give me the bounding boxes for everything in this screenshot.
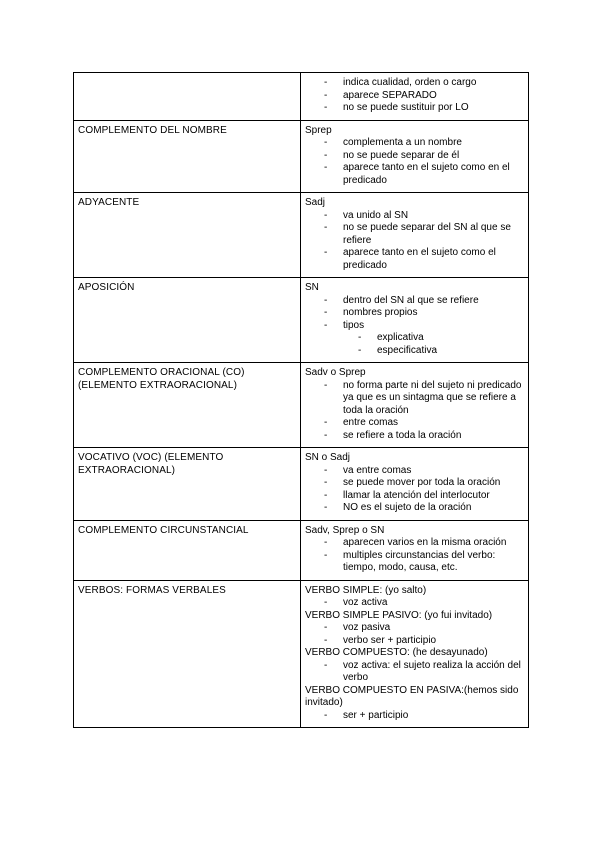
bullet-item: - aparece SEPARADO: [305, 90, 524, 103]
term-cell: [74, 193, 301, 278]
bullet-item: - no se puede separar de él: [305, 150, 524, 163]
bullet-item: - aparece tanto en el sujeto como el predicado: [305, 247, 524, 272]
sub-bullet-item: - especificativa: [305, 345, 524, 358]
table-row: [74, 278, 529, 363]
description-heading: Sadj: [305, 197, 326, 208]
description-heading: VERBO COMPUESTO EN PASIVA:(hemos sido invitado): [305, 684, 519, 708]
term-label: COMPLEMENTO CIRCUNSTANCIAL: [78, 524, 249, 536]
term-label: APOSICIÓN: [78, 282, 135, 293]
sub-bullet-item: - explicativa: [305, 332, 524, 345]
table-row: [74, 363, 529, 448]
description-cell: [301, 193, 529, 278]
description-cell: [301, 363, 529, 448]
bullet-item: - complementa a un nombre: [305, 137, 524, 150]
bullet-item: - dentro del SN al que se refiere: [305, 295, 524, 308]
term-cell: [74, 120, 301, 193]
term-label: VOCATIVO (VOC) (ELEMENTO EXTRAORACIONAL): [78, 452, 224, 476]
description-heading: SN o Sadj: [305, 452, 351, 463]
bullet-item: - voz activa: [305, 597, 524, 610]
term-cell: [74, 520, 301, 580]
table-row: [74, 73, 529, 121]
description-heading: Sadv o Sprep: [305, 367, 366, 378]
term-label: COMPLEMENTO ORACIONAL (CO) (ELEMENTO EXTRAORACIONAL): [78, 367, 245, 391]
description-heading: SN: [305, 282, 319, 293]
bullet-item: - tipos: [305, 320, 524, 333]
description-cell: [301, 278, 529, 363]
description-heading: Sadv, Sprep o SN: [305, 524, 385, 536]
table-row: [74, 120, 529, 193]
bullet-item: - multiples circunstancias del verbo: tiempo, modo, causa, etc.: [305, 550, 524, 575]
table-row: [74, 448, 529, 521]
description-cell: [301, 580, 529, 728]
bullet-item: - aparecen varios en la misma oración: [305, 537, 524, 550]
term-cell: [74, 363, 301, 448]
term-cell: [74, 448, 301, 521]
description-cell: [301, 73, 529, 121]
bullet-item: - se puede mover por toda la oración: [305, 477, 524, 490]
bullet-item: - aparece tanto en el sujeto como en el predicado: [305, 162, 524, 187]
term-cell: [74, 580, 301, 728]
bullet-item: - no forma parte ni del sujeto ni predicado ya que es un sintagma que se refiere a toda la oración: [305, 380, 524, 418]
description-heading: Sprep: [305, 124, 332, 136]
description-heading: VERBO SIMPLE: (yo salto): [305, 584, 427, 596]
term-label: COMPLEMENTO DEL NOMBRE: [78, 124, 227, 136]
term-label: VERBOS: FORMAS VERBALES: [78, 584, 226, 596]
grammar-table: [73, 72, 529, 728]
table-body: [74, 73, 529, 728]
bullet-item: - nombres propios: [305, 307, 524, 320]
bullet-item: - entre comas: [305, 417, 524, 430]
table-row: [74, 520, 529, 580]
bullet-item: - va entre comas: [305, 465, 524, 478]
bullet-item: - ser + participio: [305, 710, 524, 723]
bullet-item: - se refiere a toda la oración: [305, 430, 524, 443]
term-cell: [74, 278, 301, 363]
bullet-item: - verbo ser + participio: [305, 635, 524, 648]
bullet-item: - voz pasiva: [305, 622, 524, 635]
term-label: ADYACENTE: [78, 197, 140, 208]
description-cell: [301, 120, 529, 193]
description-heading: VERBO COMPUESTO: (he desayunado): [305, 647, 488, 658]
bullet-item: - va unido al SN: [305, 210, 524, 223]
bullet-item: - no se puede sustituir por LO: [305, 102, 524, 115]
table-row: [74, 193, 529, 278]
description-cell: [301, 448, 529, 521]
term-cell: [74, 73, 301, 121]
description-cell: [301, 520, 529, 580]
bullet-item: - llamar la atención del interlocutor: [305, 490, 524, 503]
bullet-item: - indica cualidad, orden o cargo: [305, 77, 524, 90]
table-row: [74, 580, 529, 728]
bullet-item: - no se puede separar del SN al que se refiere: [305, 222, 524, 247]
bullet-item: - voz activa: el sujeto realiza la acción del verbo: [305, 660, 524, 685]
bullet-item: - NO es el sujeto de la oración: [305, 502, 524, 515]
description-heading: VERBO SIMPLE PASIVO: (yo fui invitado): [305, 609, 493, 621]
